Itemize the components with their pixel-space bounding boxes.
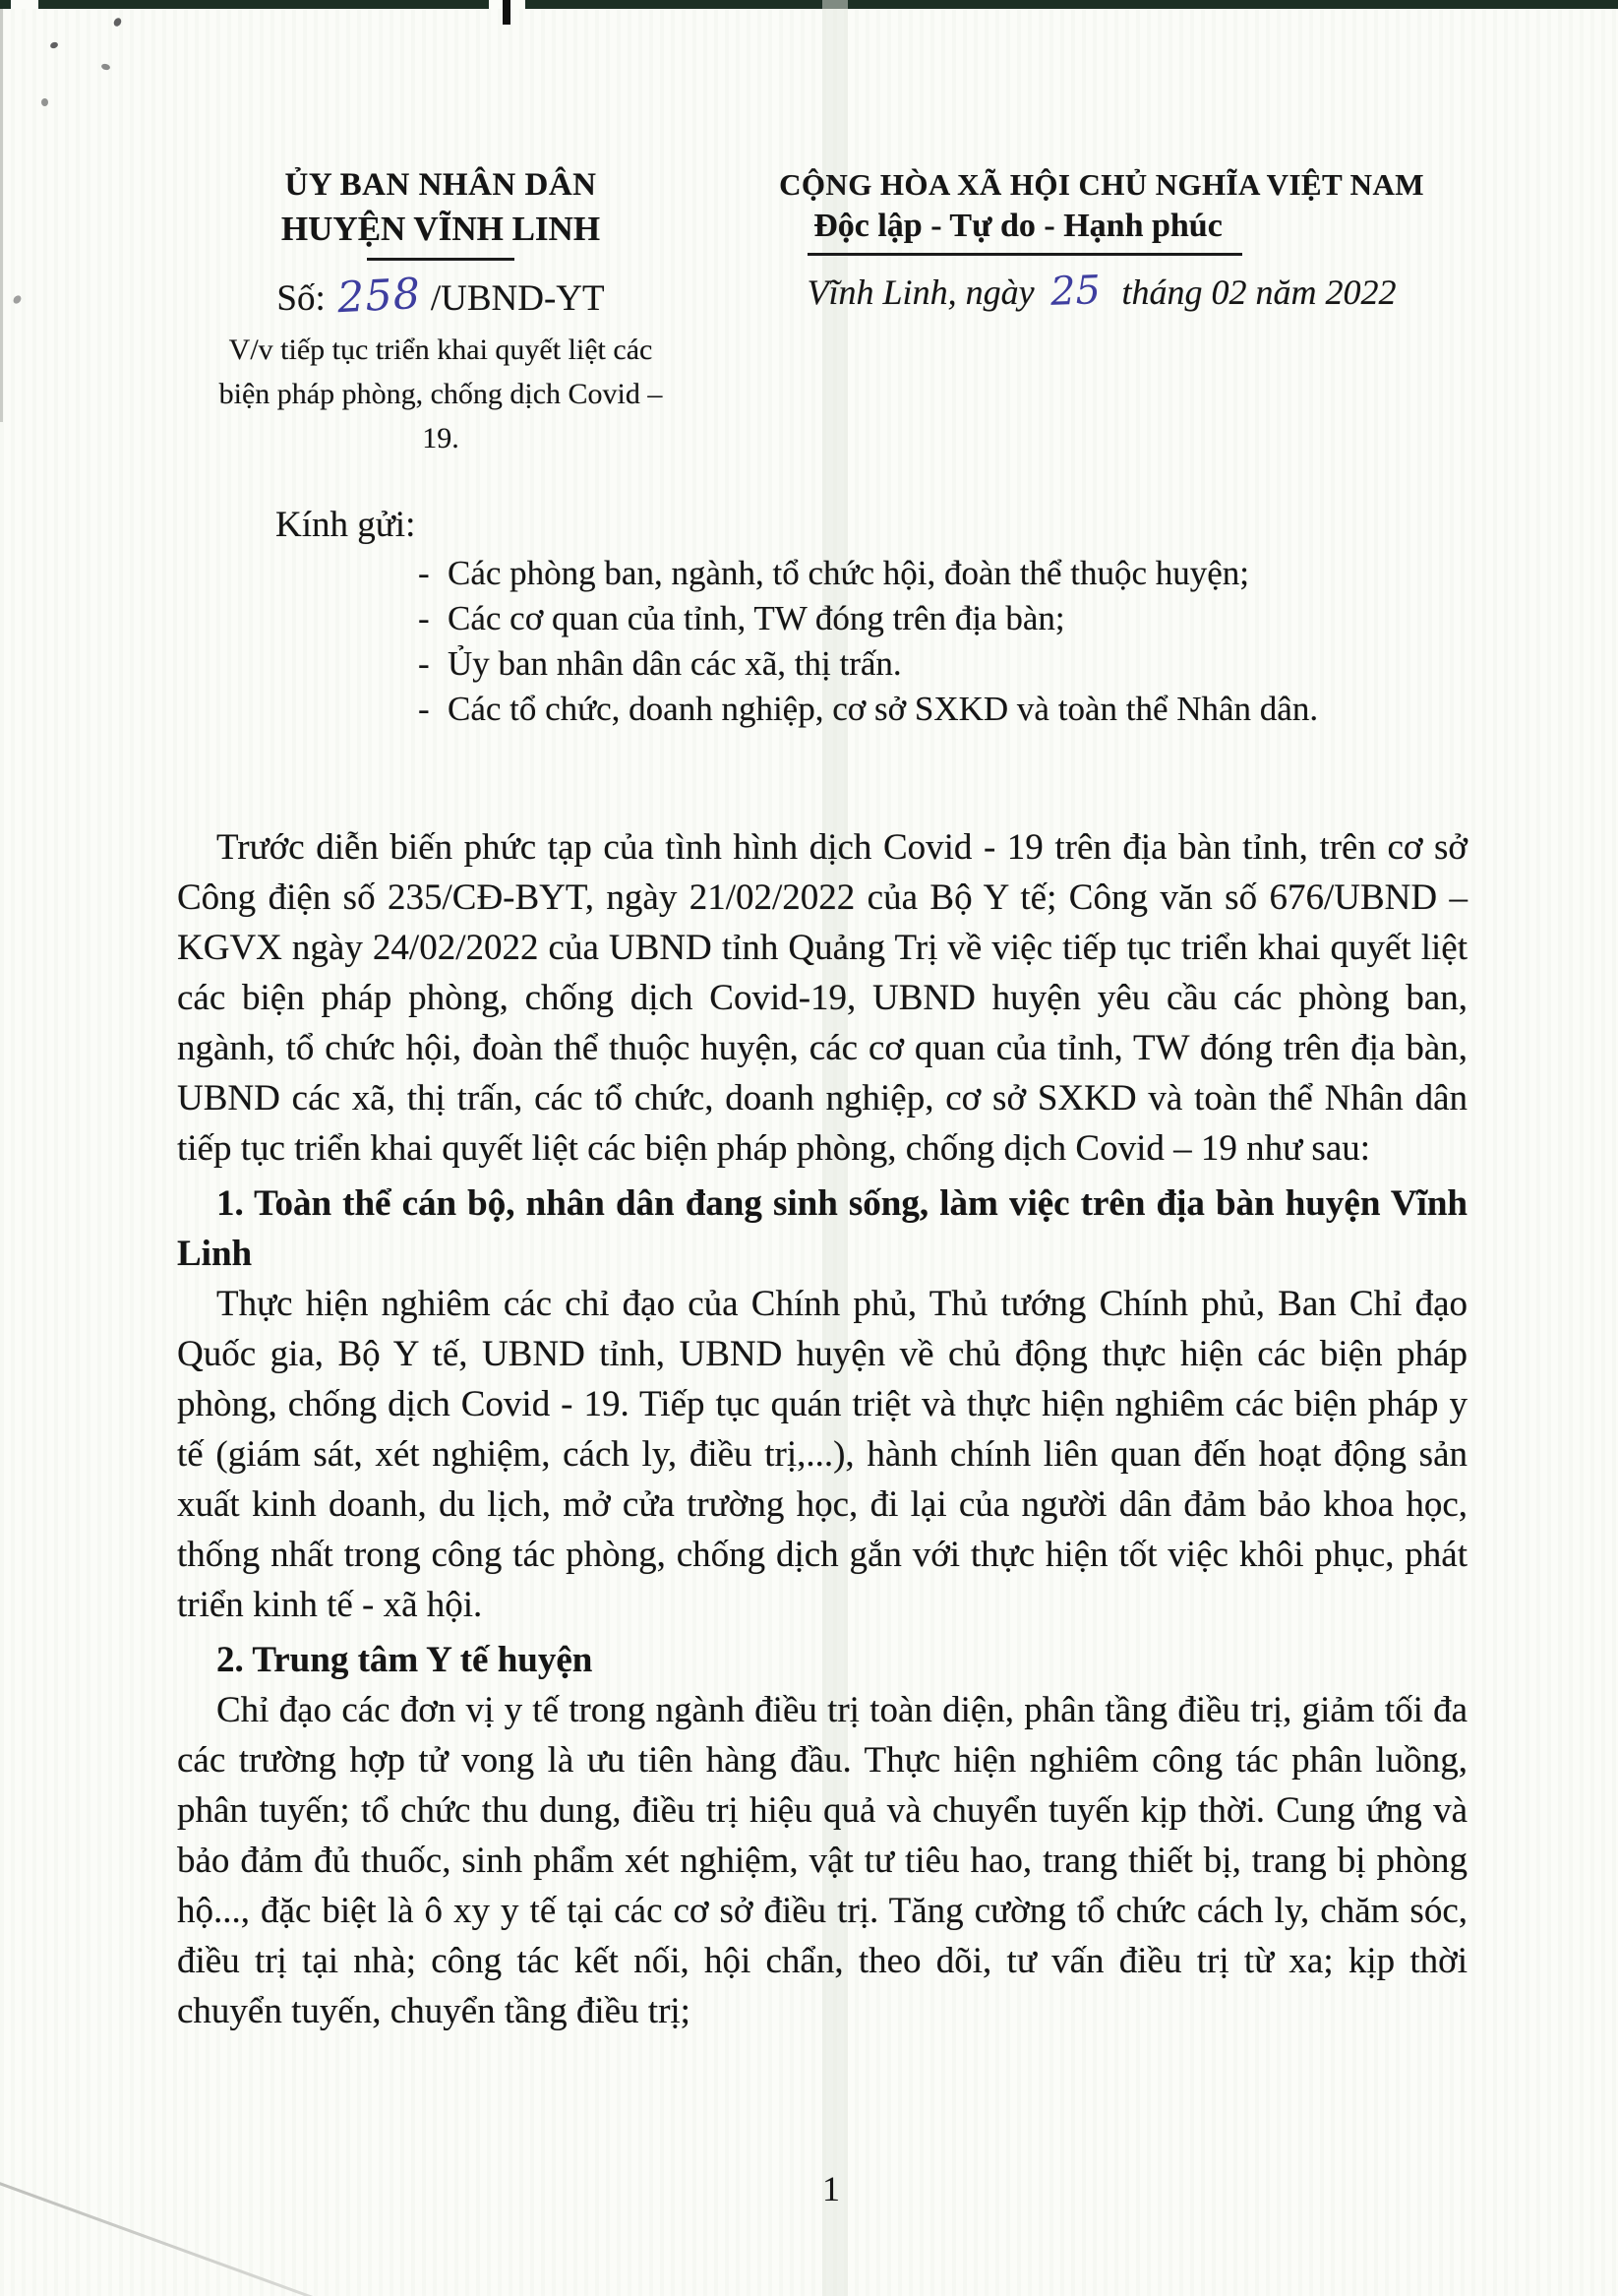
recipient-text: Ủy ban nhân dân các xã, thị trấn. [448,644,902,683]
recipient-item [418,641,1413,687]
document-number-suffix: /UBND-YT [430,278,605,319]
issuing-authority-block [155,167,726,460]
recipient-item [418,596,1413,641]
recipient-text: Các cơ quan của tỉnh, TW đóng trên địa bàn; [448,599,1065,637]
salutation: Kính gửi: [275,505,416,545]
place-date-suffix: tháng 02 năm 2022 [1121,272,1397,312]
national-header-block [730,167,1473,314]
top-scan-tick-mark [503,0,510,25]
section-1-paragraph: Thực hiện nghiêm các chỉ đạo của Chính phủ, Thủ tướng Chính phủ, Ban Chỉ đạo Quốc gia, Bộ Y tế, UBND tỉnh, UBND huyện về chủ động thực hiện các biện pháp phòng, chống dịch Covid - 19. Tiếp tục quán triệt và thực hiện nghiêm các biện pháp y tế (giám sát, xét nghiệm, cách ly, điều trị,...), hành chính liên quan đến hoạt động sản xuất kinh doanh, du lịch, mở cửa trường học, đi lại của người dân đảm bảo khoa học, thống nhất trong công tác phòng, chống dịch gắn với thực hiện tốt việc khôi phục, phát triển kinh tế - xã hội. [177,1284,1468,1625]
scan-speck [112,17,123,28]
document-subject: V/v tiếp tục triển khai quyết liệt các biện pháp phòng, chống dịch Covid – 19. [218,333,663,454]
document-number-line [155,269,726,324]
scan-left-edge-shadow [0,9,3,422]
scan-speck [41,98,48,106]
document-body [177,822,1468,2036]
issuing-authority-subname: HUYỆN VĨNH LINH [280,210,601,248]
issuing-authority-underline [367,258,514,261]
scan-speck [49,41,59,49]
national-motto: Độc lập - Tự do - Hạnh phúc [808,208,1242,256]
scan-speck [100,63,110,71]
scan-speck [12,294,23,305]
date-day-handwritten: 25 [1049,268,1102,315]
document-number-prefix: Số: [276,278,326,319]
document-number-handwritten: 258 [335,269,423,324]
country-name: CỘNG HÒA XÃ HỘI CHỦ NGHĨA VIỆT NAM [779,167,1424,202]
page-number: 1 [822,2169,840,2208]
national-motto-wrap [653,208,1397,256]
intro-paragraph: Trước diễn biến phức tạp của tình hình dịch Covid - 19 trên địa bàn tỉnh, trên cơ sở Công điện số 235/CĐ-BYT, ngày 21/02/2022 của Bộ Y tế; Công văn số 676/UBND – KGVX ngày 24/02/2022 của UBND tỉnh Quảng Trị về việc tiếp tục triển khai quyết liệt các biện pháp phòng, chống dịch Covid-19, UBND huyện yêu cầu các phòng ban, ngành, tổ chức hội, đoàn thể thuộc huyện, các cơ quan của tỉnh, TW đóng trên địa bàn, UBND các xã, thị trấn, các tổ chức, doanh nghiệp, cơ sở SXKD và toàn thể Nhân dân tiếp tục triển khai quyết liệt các biện pháp phòng, chống dịch Covid – 19 như sau: [177,827,1468,1169]
list-dash: - [418,690,430,728]
section-2-paragraph: Chỉ đạo các đơn vị y tế trong ngành điều trị toàn diện, phân tầng điều trị, giảm tối đa các trường hợp tử vong là ưu tiên hàng đầu. Thực hiện nghiêm công tác phân luồng, phân tuyến; tổ chức thu dung, điều trị hiệu quả và chuyển tuyến kịp thời. Cung ứng và bảo đảm đủ thuốc, sinh phẩm xét nghiệm, vật tư tiêu hao, trang thiết bị, trang bị phòng hộ..., đặc biệt là ô xy y tế tại các cơ sở điều trị. Tăng cường tổ chức cách ly, chăm sóc, điều trị tại nhà; công tác kết nối, hội chẩn, theo dõi, tư vấn điều trị từ xa; kịp thời chuyển tuyến, chuyển tầng điều trị; [177,1690,1468,2031]
section-1-heading: 1. Toàn thể cán bộ, nhân dân đang sinh sống, làm việc trên địa bàn huyện Vĩnh Linh [177,1183,1468,1274]
recipient-item [418,687,1413,732]
list-dash: - [418,644,430,683]
issuing-authority-name: ỦY BAN NHÂN DÂN [284,167,597,203]
place-date-prefix: Vĩnh Linh, ngày [807,272,1035,312]
list-dash: - [418,599,430,637]
section-2-heading: 2. Trung tâm Y tế huyện [216,1640,593,1680]
place-date-line [730,269,1473,314]
recipients-list [418,551,1413,732]
recipient-text: Các phòng ban, ngành, tổ chức hội, đoàn thể thuộc huyện; [448,554,1250,592]
recipient-text: Các tổ chức, doanh nghiệp, cơ sở SXKD và toàn thể Nhân dân. [448,690,1319,728]
top-scan-bar-gap [11,0,38,9]
recipient-item [418,551,1413,596]
top-scan-bar [0,0,1618,9]
list-dash: - [418,554,430,592]
